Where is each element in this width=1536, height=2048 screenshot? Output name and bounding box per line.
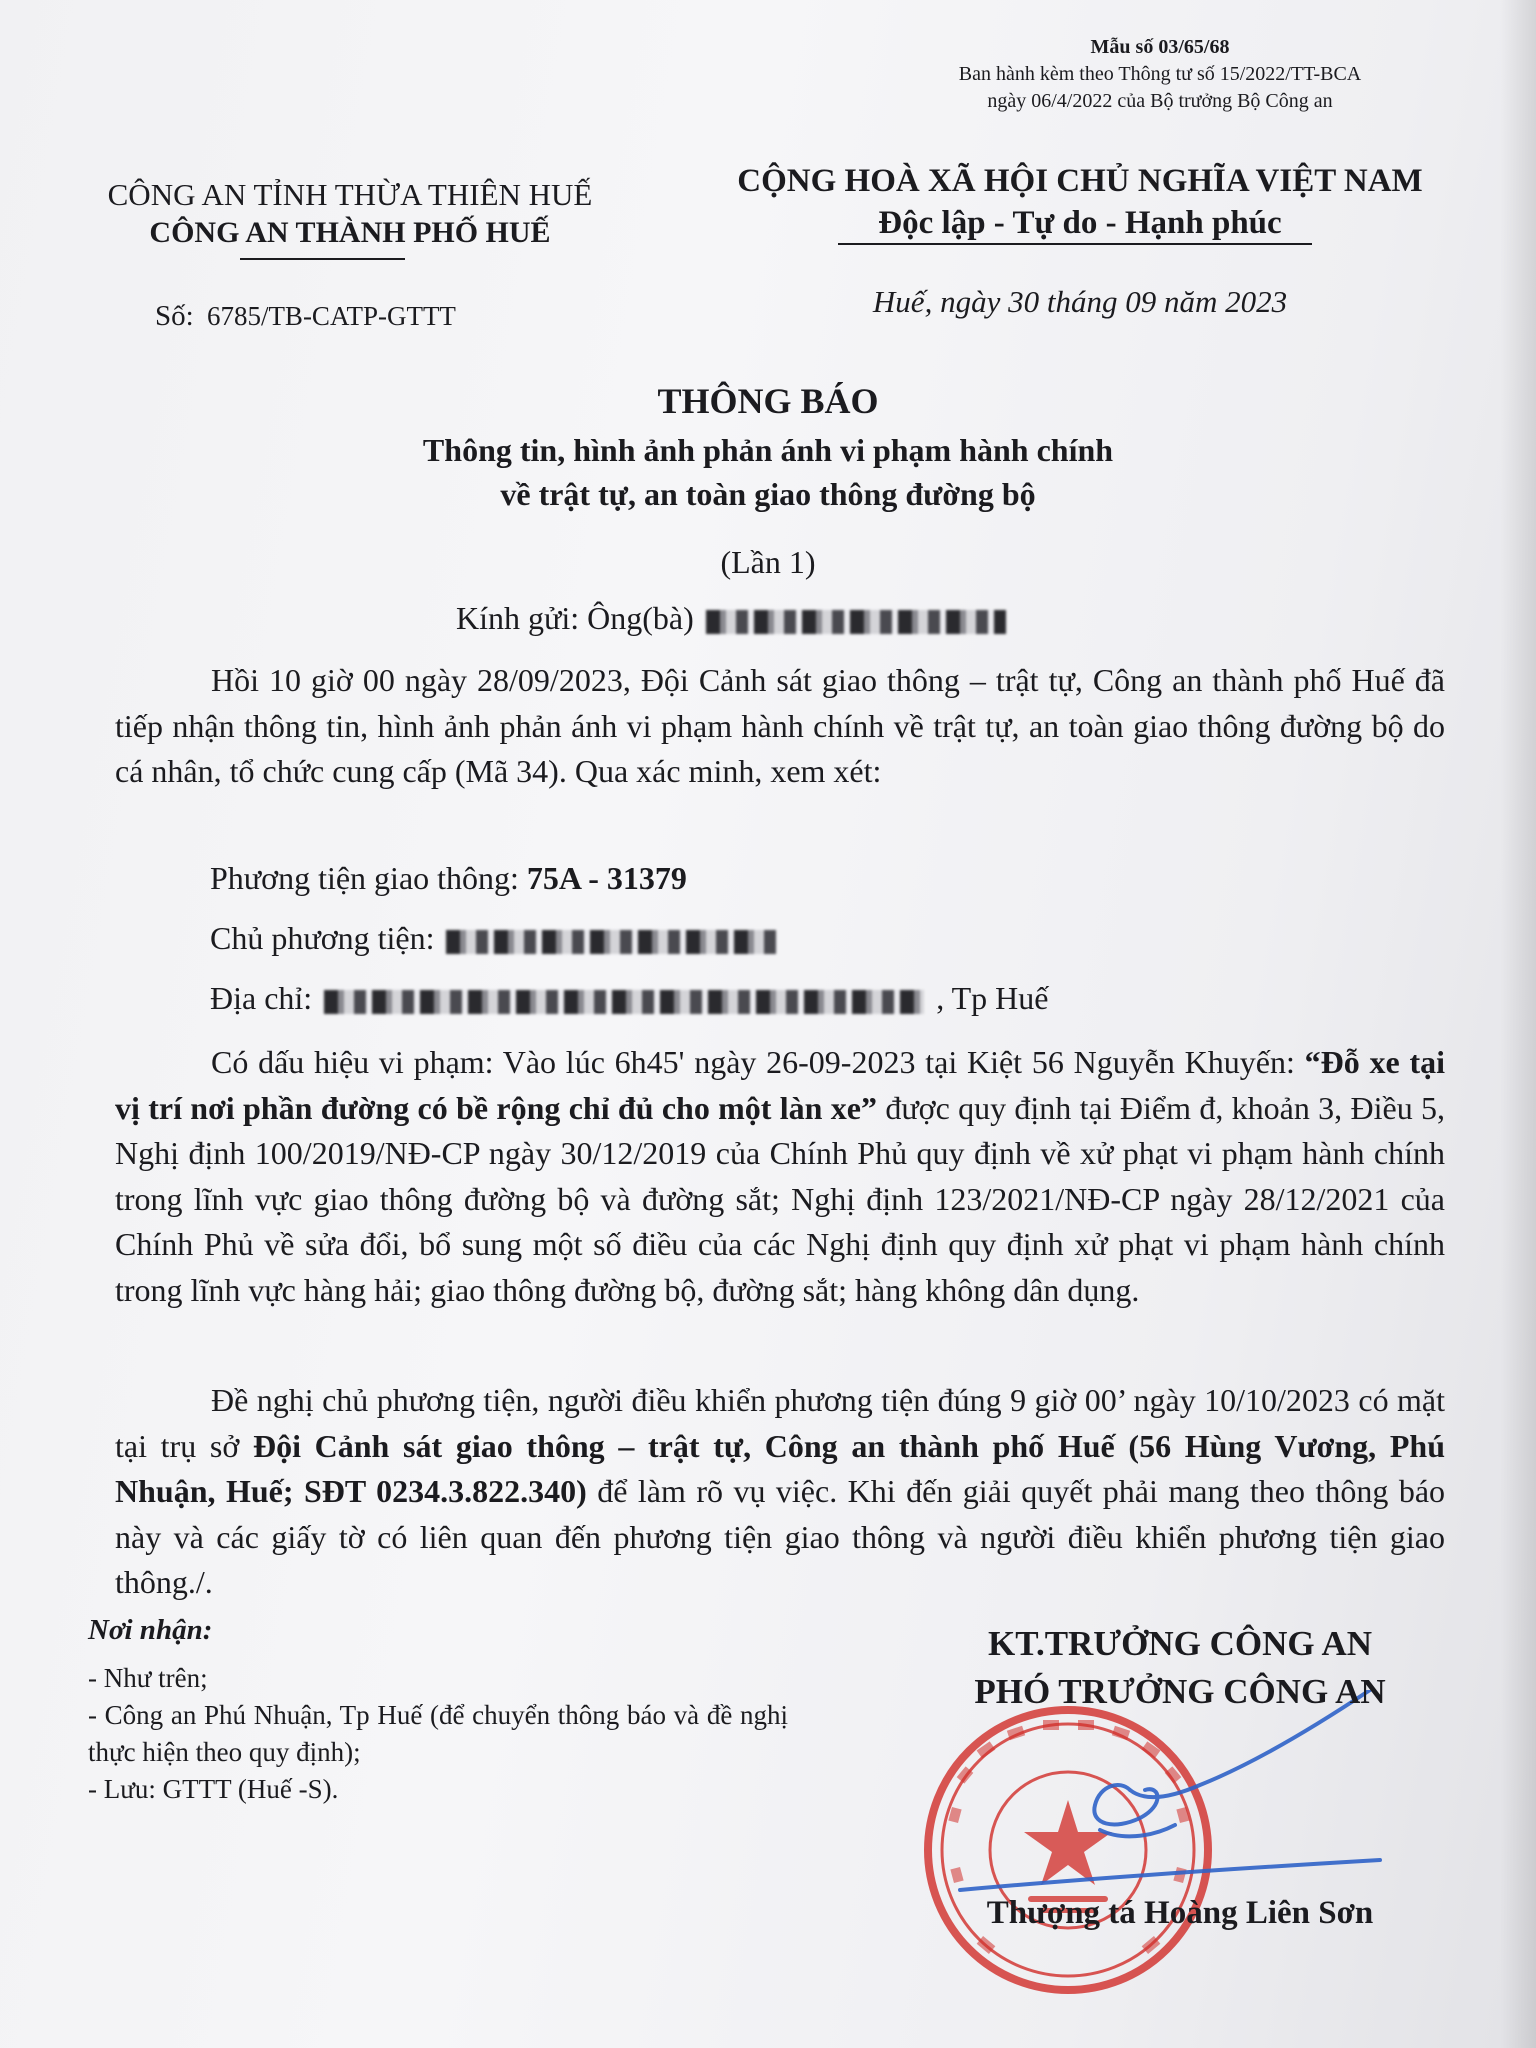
form-issued-date: ngày 06/4/2022 của Bộ trưởng Bộ Công an: [987, 90, 1333, 112]
intro-text: Hồi 10 giờ 00 ngày 28/09/2023, Đội Cảnh sát giao thông – trật tự, Công an thành phố Huế đã tiếp nhận thông tin, hình ảnh phản ánh vi phạm hành chính về trật tự, an toàn giao thông đường bộ do cá nhân, tổ chức cung cấp (Mã 34). Qua xác minh, xem xét:: [115, 662, 1445, 789]
form-code-block: [880, 34, 1440, 115]
issuing-agency: [60, 176, 640, 252]
violation-text: [115, 1040, 1445, 1313]
address-city: , Tp Huế: [936, 980, 1049, 1016]
signer-name: Thượng tá Hoàng Liên Sơn: [986, 1895, 1374, 1931]
signature-title-line-2: PHÓ TRƯỞNG CÔNG AN: [974, 1672, 1386, 1711]
subtitle-line-1: Thông tin, hình ảnh phản ánh vi phạm hành chính: [422, 432, 1114, 468]
form-number: Mẫu số 03/65/68: [1090, 36, 1230, 58]
vehicle-label: Phương tiện giao thông:: [210, 860, 519, 896]
redacted-owner: [446, 930, 776, 954]
recipient-item: - Lưu: GTTT (Huế -S).: [88, 1774, 339, 1804]
violation-rest: được quy định tại Điểm đ, khoản 3, Điều 5, Nghị định 100/2019/NĐ-CP ngày 30/12/2019 của Chính Phủ quy định về xử phạt vi phạm hành chính trong lĩnh vực giao thông đường bộ và đường sắt; Nghị định 123/2021/NĐ-CP ngày 28/12/2021 của Chính Phủ về sửa đổi, bổ sung một số điều của các Nghị định quy định xử phạt vi phạm hành chính trong lĩnh vực hàng hải; giao thông đường bộ, đường sắt; hàng không dân dụng.: [115, 1089, 1446, 1308]
violation-lead: Có dấu hiệu vi phạm: Vào lúc 6h45' ngày 26-09-2023 tại Kiệt 56 Nguyễn Khuyến:: [211, 1044, 1295, 1080]
request-text: [115, 1378, 1445, 1606]
document-subtitle: [230, 428, 1306, 516]
request-paragraph: [115, 1378, 1445, 1606]
redacted-address: [324, 990, 924, 1014]
address-line: [210, 980, 1048, 1017]
form-issued-with: Ban hành kèm theo Thông tư số 15/2022/TT-BCA: [958, 63, 1362, 85]
unit-underline: [240, 258, 405, 260]
national-header: [690, 160, 1470, 244]
addressee-label: Kính gửi: Ông(bà): [456, 600, 694, 636]
request-lead: Đề nghị chủ phương tiện, người điều khiển phương tiện đúng 9 giờ 00’ ngày 10/10/2023 có mặt tại trụ sở: [115, 1382, 1445, 1464]
document-title: THÔNG BÁO: [657, 381, 879, 421]
intro-paragraph: [115, 658, 1445, 795]
document-number: [155, 300, 456, 333]
doc-no-label: Số:: [155, 300, 194, 332]
recipient-item: - Công an Phú Nhuận, Tp Huế (để chuyển thông báo và đề nghị thực hiện theo quy định);: [88, 1700, 788, 1767]
violation-quote: “Đỗ xe tại vị trí nơi phần đường có bề rộng chỉ đủ cho một làn xe”: [115, 1044, 1446, 1126]
subtitle-line-2: về trật tự, an toàn giao thông đường bộ: [500, 476, 1036, 512]
notice-round: (Lần 1): [720, 544, 816, 580]
doc-no-value: 6785/TB-CATP-GTTT: [206, 301, 456, 331]
nation-name: CỘNG HOÀ XÃ HỘI CHỦ NGHĨA VIỆT NAM: [737, 163, 1423, 199]
page-shadow: [1500, 0, 1536, 2048]
agency-name: CÔNG AN TỈNH THỪA THIÊN HUẾ: [107, 177, 593, 212]
recipient-item: - Như trên;: [88, 1663, 208, 1693]
vehicle-line: [210, 860, 687, 897]
motto: Độc lập - Tự do - Hạnh phúc: [878, 205, 1282, 241]
request-place: Đội Cảnh sát giao thông – trật tự, Công an thành phố Huế (56 Hùng Vương, Phú Nhuận, Huế; SĐT 0234.3.822.340): [115, 1427, 1446, 1509]
address-label: Địa chỉ:: [210, 980, 313, 1016]
addressee-line: [456, 600, 1010, 637]
violation-paragraph: [115, 1040, 1445, 1313]
recipients-list: [88, 1660, 788, 1808]
unit-name: CÔNG AN THÀNH PHỐ HUẾ: [149, 216, 551, 249]
owner-line: [210, 920, 780, 957]
redacted-name: [706, 610, 1006, 634]
request-rest: để làm rõ vụ việc. Khi đến giải quyết phải mang theo thông báo này và các giấy tờ có liên quan đến phương tiện giao thông và người điều khiển phương tiện giao thông./.: [115, 1473, 1446, 1600]
signature-title-line-1: KT.TRƯỞNG CÔNG AN: [987, 1624, 1373, 1663]
owner-label: Chủ phương tiện:: [210, 920, 435, 956]
signature-title: [900, 1620, 1460, 1716]
vehicle-plate: 75A - 31379: [526, 860, 687, 896]
motto-underline: [838, 243, 1312, 245]
place-date: Huế, ngày 30 tháng 09 năm 2023: [872, 284, 1288, 319]
recipients-label: Nơi nhận:: [88, 1614, 213, 1646]
